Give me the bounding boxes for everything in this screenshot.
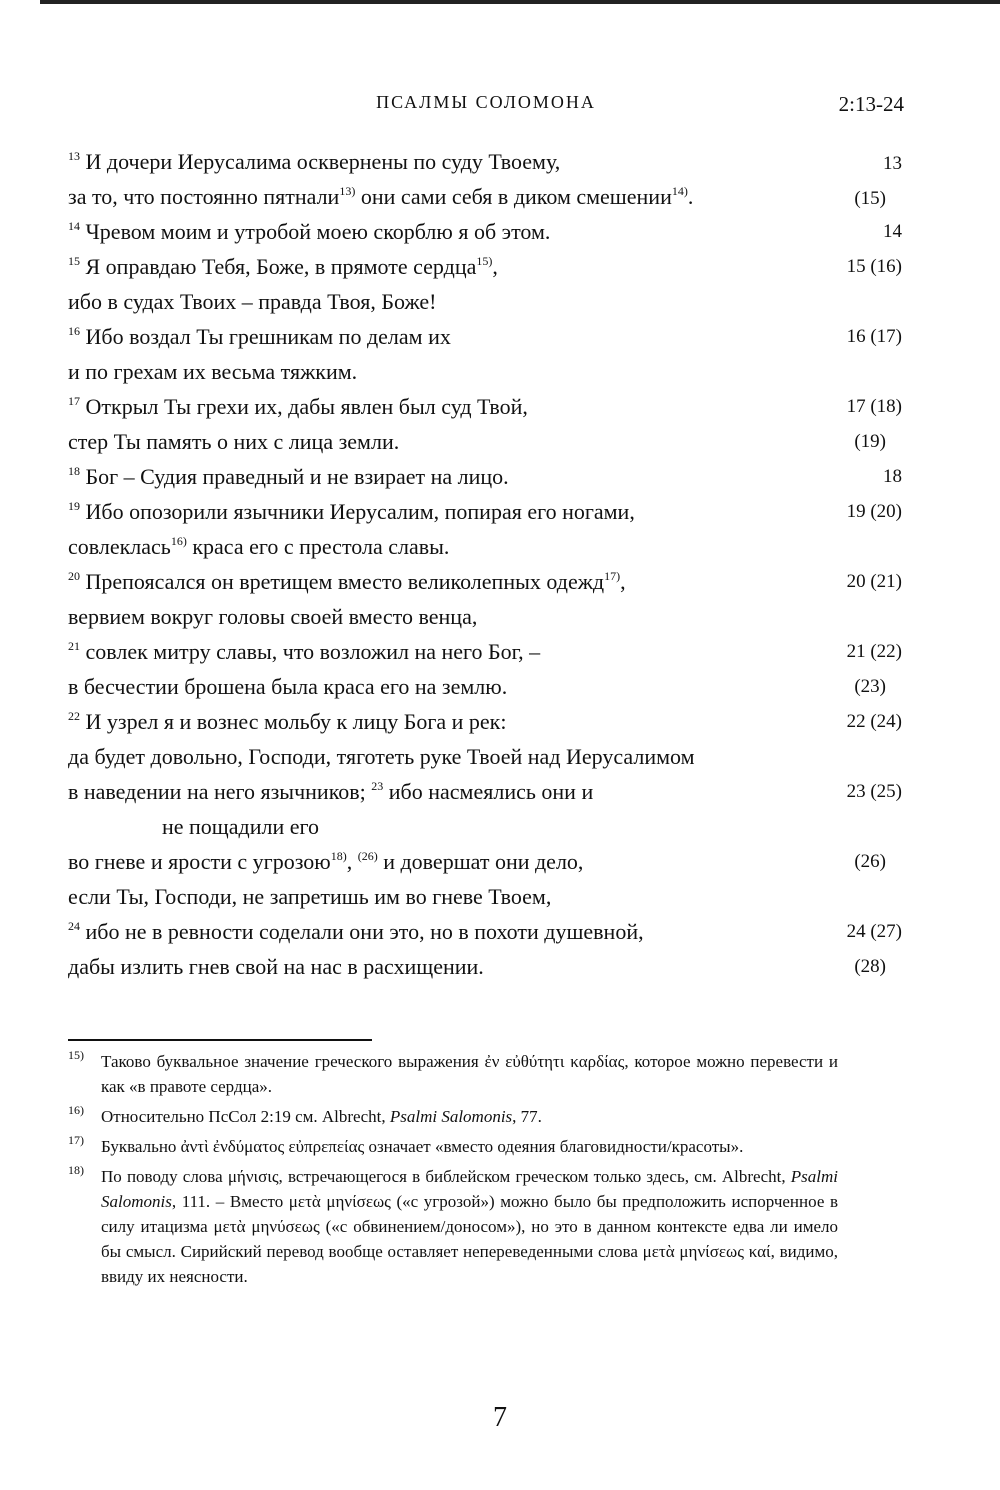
verse-number: 17 — [68, 394, 80, 408]
verse-line — [68, 355, 904, 389]
verse-text: вервием вокруг головы своей вместо венца, — [68, 604, 478, 629]
verse-text: и по грехам их весьма тяжким. — [68, 359, 358, 384]
verse-text: да будет довольно, Господи, тяготеть руке Твоей над Иерусалимом — [68, 744, 695, 769]
margin-verse-number: 17 (18) — [846, 396, 902, 417]
verse-number: 21 — [68, 639, 80, 653]
footnote-text: Буквально ἀντὶ ἐνδύματος εὐπρεπείας означает «вместо одеяния благовидности/красоты». — [101, 1137, 744, 1156]
margin-verse-number: (26) — [854, 851, 886, 872]
verse-line — [68, 390, 904, 424]
verse-text: во гневе и ярости с угрозою$^{18)}$, $^{(26)}$ и довершат они дело, — [68, 849, 584, 874]
verse-line — [68, 320, 904, 354]
verse-number: 18 — [68, 464, 80, 478]
footnote-text: Относительно ПсСол 2:19 см. Albrecht, Psalmi Salomonis, 77. — [101, 1107, 542, 1126]
verse-text: $^{18}$ Бог – Судия праведный и не взирает на лицо. — [68, 464, 509, 489]
verse-text: $^{14}$ Чревом моим и утробой моею скорблю я об этом. — [68, 219, 551, 244]
verse-line — [68, 740, 904, 774]
verse-number: 23 — [371, 779, 384, 793]
verse-line — [68, 950, 904, 984]
verse-line — [68, 530, 904, 564]
verse-text: $^{15}$ Я оправдаю Тебя, Боже, в прямоте сердца$^{15)}$, — [68, 254, 498, 279]
footnote-ref: 16) — [170, 534, 187, 548]
verse-line — [68, 775, 904, 809]
page-number: 7 — [493, 1402, 507, 1433]
footnote — [68, 1104, 838, 1129]
top-rule — [40, 0, 1000, 4]
verse-line — [68, 880, 904, 914]
verse-text: совлеклась$^{16)}$ краса его с престола славы. — [68, 534, 450, 559]
verse-line — [68, 460, 904, 494]
verse-line — [68, 215, 904, 249]
footnote-rule — [68, 1039, 372, 1041]
footnote — [68, 1049, 838, 1099]
margin-verse-number: 15 (16) — [846, 256, 902, 277]
margin-verse-number: 21 (22) — [846, 641, 902, 662]
verse-number: 22 — [68, 709, 80, 723]
footnote-mark: 15) — [68, 1048, 84, 1062]
verse-line — [68, 145, 904, 179]
verse-text: за то, что постоянно пятнали$^{13)}$ они сами себя в диком смешении$^{14)}$. — [68, 184, 694, 209]
verse-text: $^{22}$ И узрел я и вознес мольбу к лицу Бога и рек: — [68, 709, 507, 734]
margin-verse-number: (15) — [854, 188, 886, 209]
running-reference: 2:13-24 — [838, 92, 904, 116]
verse-text: $^{17}$ Открыл Ты грехи их, дабы явлен был суд Твой, — [68, 394, 528, 419]
verse-text: $^{16}$ Ибо воздал Ты грешникам по делам их — [68, 324, 451, 349]
margin-verse-number: (23) — [854, 676, 886, 697]
verse-text: в наведении на него язычников; $^{23}$ ибо насмеялись они и — [68, 779, 594, 804]
margin-verse-number: 24 (27) — [846, 921, 902, 942]
verse-text: $^{24}$ ибо не в ревности соделали они это, но в похоти душевной, — [68, 919, 644, 944]
margin-verse-number: 18 — [883, 466, 902, 487]
verse-number: 24 — [68, 919, 80, 933]
verse-line — [68, 600, 904, 634]
margin-verse-number: 20 (21) — [846, 571, 902, 592]
verse-number: 19 — [68, 499, 80, 513]
verse-text: в бесчестии брошена была краса его на землю. — [68, 674, 508, 699]
footnote-mark: 16) — [68, 1103, 84, 1117]
margin-verse-number: 19 (20) — [846, 501, 902, 522]
verse-text: дабы излить гнев свой на нас в расхищении. — [68, 954, 484, 979]
margin-verse-number: (28) — [854, 956, 886, 977]
verse-line — [68, 425, 904, 459]
verse-text: $^{21}$ совлек митру славы, что возложил на него Бог, – — [68, 639, 541, 664]
verse-line — [68, 285, 904, 319]
running-title: ПСАЛМЫ СОЛОМОНА — [376, 92, 596, 112]
verse-text: $^{19}$ Ибо опозорили язычники Иерусалим, попирая его ногами, — [68, 499, 635, 524]
verse-text: не пощадили его — [162, 814, 319, 839]
verse-line — [68, 635, 904, 669]
margin-verse-number: (19) — [854, 431, 886, 452]
verse-text: если Ты, Господи, не запретишь им во гневе Твоем, — [68, 884, 552, 909]
verse-number: (26) — [357, 849, 378, 863]
footnote-text: Таково буквальное значение греческого выражения ἐν εὐθύτητι καρδίας, которое можно перевести и как «в правоте сердца». — [101, 1052, 838, 1096]
footnote-ref: 13) — [339, 184, 356, 198]
verse-line — [68, 915, 904, 949]
footnote-text: По поводу слова μήνισις, встречающегося в библейском греческом только здесь, см. Albrecht, Psalmi Salomonis, 111. – Вместо μετὰ μηνίσεως («с угрозой») можно было бы предположить испорченное в силу итацизма μετὰ μηνύσεως («с обвинением/доносом»), но это в данном контексте едва ли имело бы смысл. Сирийский перевод вообще оставляет непереведенными слова μετὰ μηνίσεως καί, видимо, ввиду их неясности. — [101, 1167, 838, 1286]
verse-line — [68, 705, 904, 739]
verse-line — [68, 250, 904, 284]
verse-line — [68, 810, 904, 844]
verse-line — [68, 180, 904, 214]
footnote-mark: 18) — [68, 1163, 84, 1177]
footnote-mark: 17) — [68, 1133, 84, 1147]
verse-number: 20 — [68, 569, 80, 583]
verse-text: $^{13}$ И дочери Иерусалима осквернены по суду Твоему, — [68, 149, 561, 174]
footnote — [68, 1134, 838, 1159]
running-head — [68, 92, 904, 122]
verse-text: ибо в судах Твоих – правда Твоя, Боже! — [68, 289, 437, 314]
verse-number: 14 — [68, 219, 80, 233]
footnote — [68, 1164, 838, 1289]
footnotes — [68, 1049, 838, 1294]
verse-text: стер Ты память о них с лица земли. — [68, 429, 400, 454]
margin-verse-number: 13 — [883, 153, 902, 174]
verse-number: 13 — [68, 149, 80, 163]
footnote-ref: 15) — [476, 254, 493, 268]
footnote-ref: 14) — [671, 184, 688, 198]
margin-verse-number: 22 (24) — [846, 711, 902, 732]
margin-verse-number: 14 — [883, 221, 902, 242]
verse-line — [68, 495, 904, 529]
verse-number: 16 — [68, 324, 80, 338]
verse-text: $^{20}$ Препоясался он вретищем вместо великолепных одежд$^{17)}$, — [68, 569, 626, 594]
margin-verse-number: 16 (17) — [846, 326, 902, 347]
footnote-ref: 17) — [604, 569, 621, 583]
margin-verse-number: 23 (25) — [846, 781, 902, 802]
verse-number: 15 — [68, 254, 80, 268]
footnote-ref: 18) — [330, 849, 347, 863]
verse-line — [68, 670, 904, 704]
verse-line — [68, 565, 904, 599]
verse-line — [68, 845, 904, 879]
